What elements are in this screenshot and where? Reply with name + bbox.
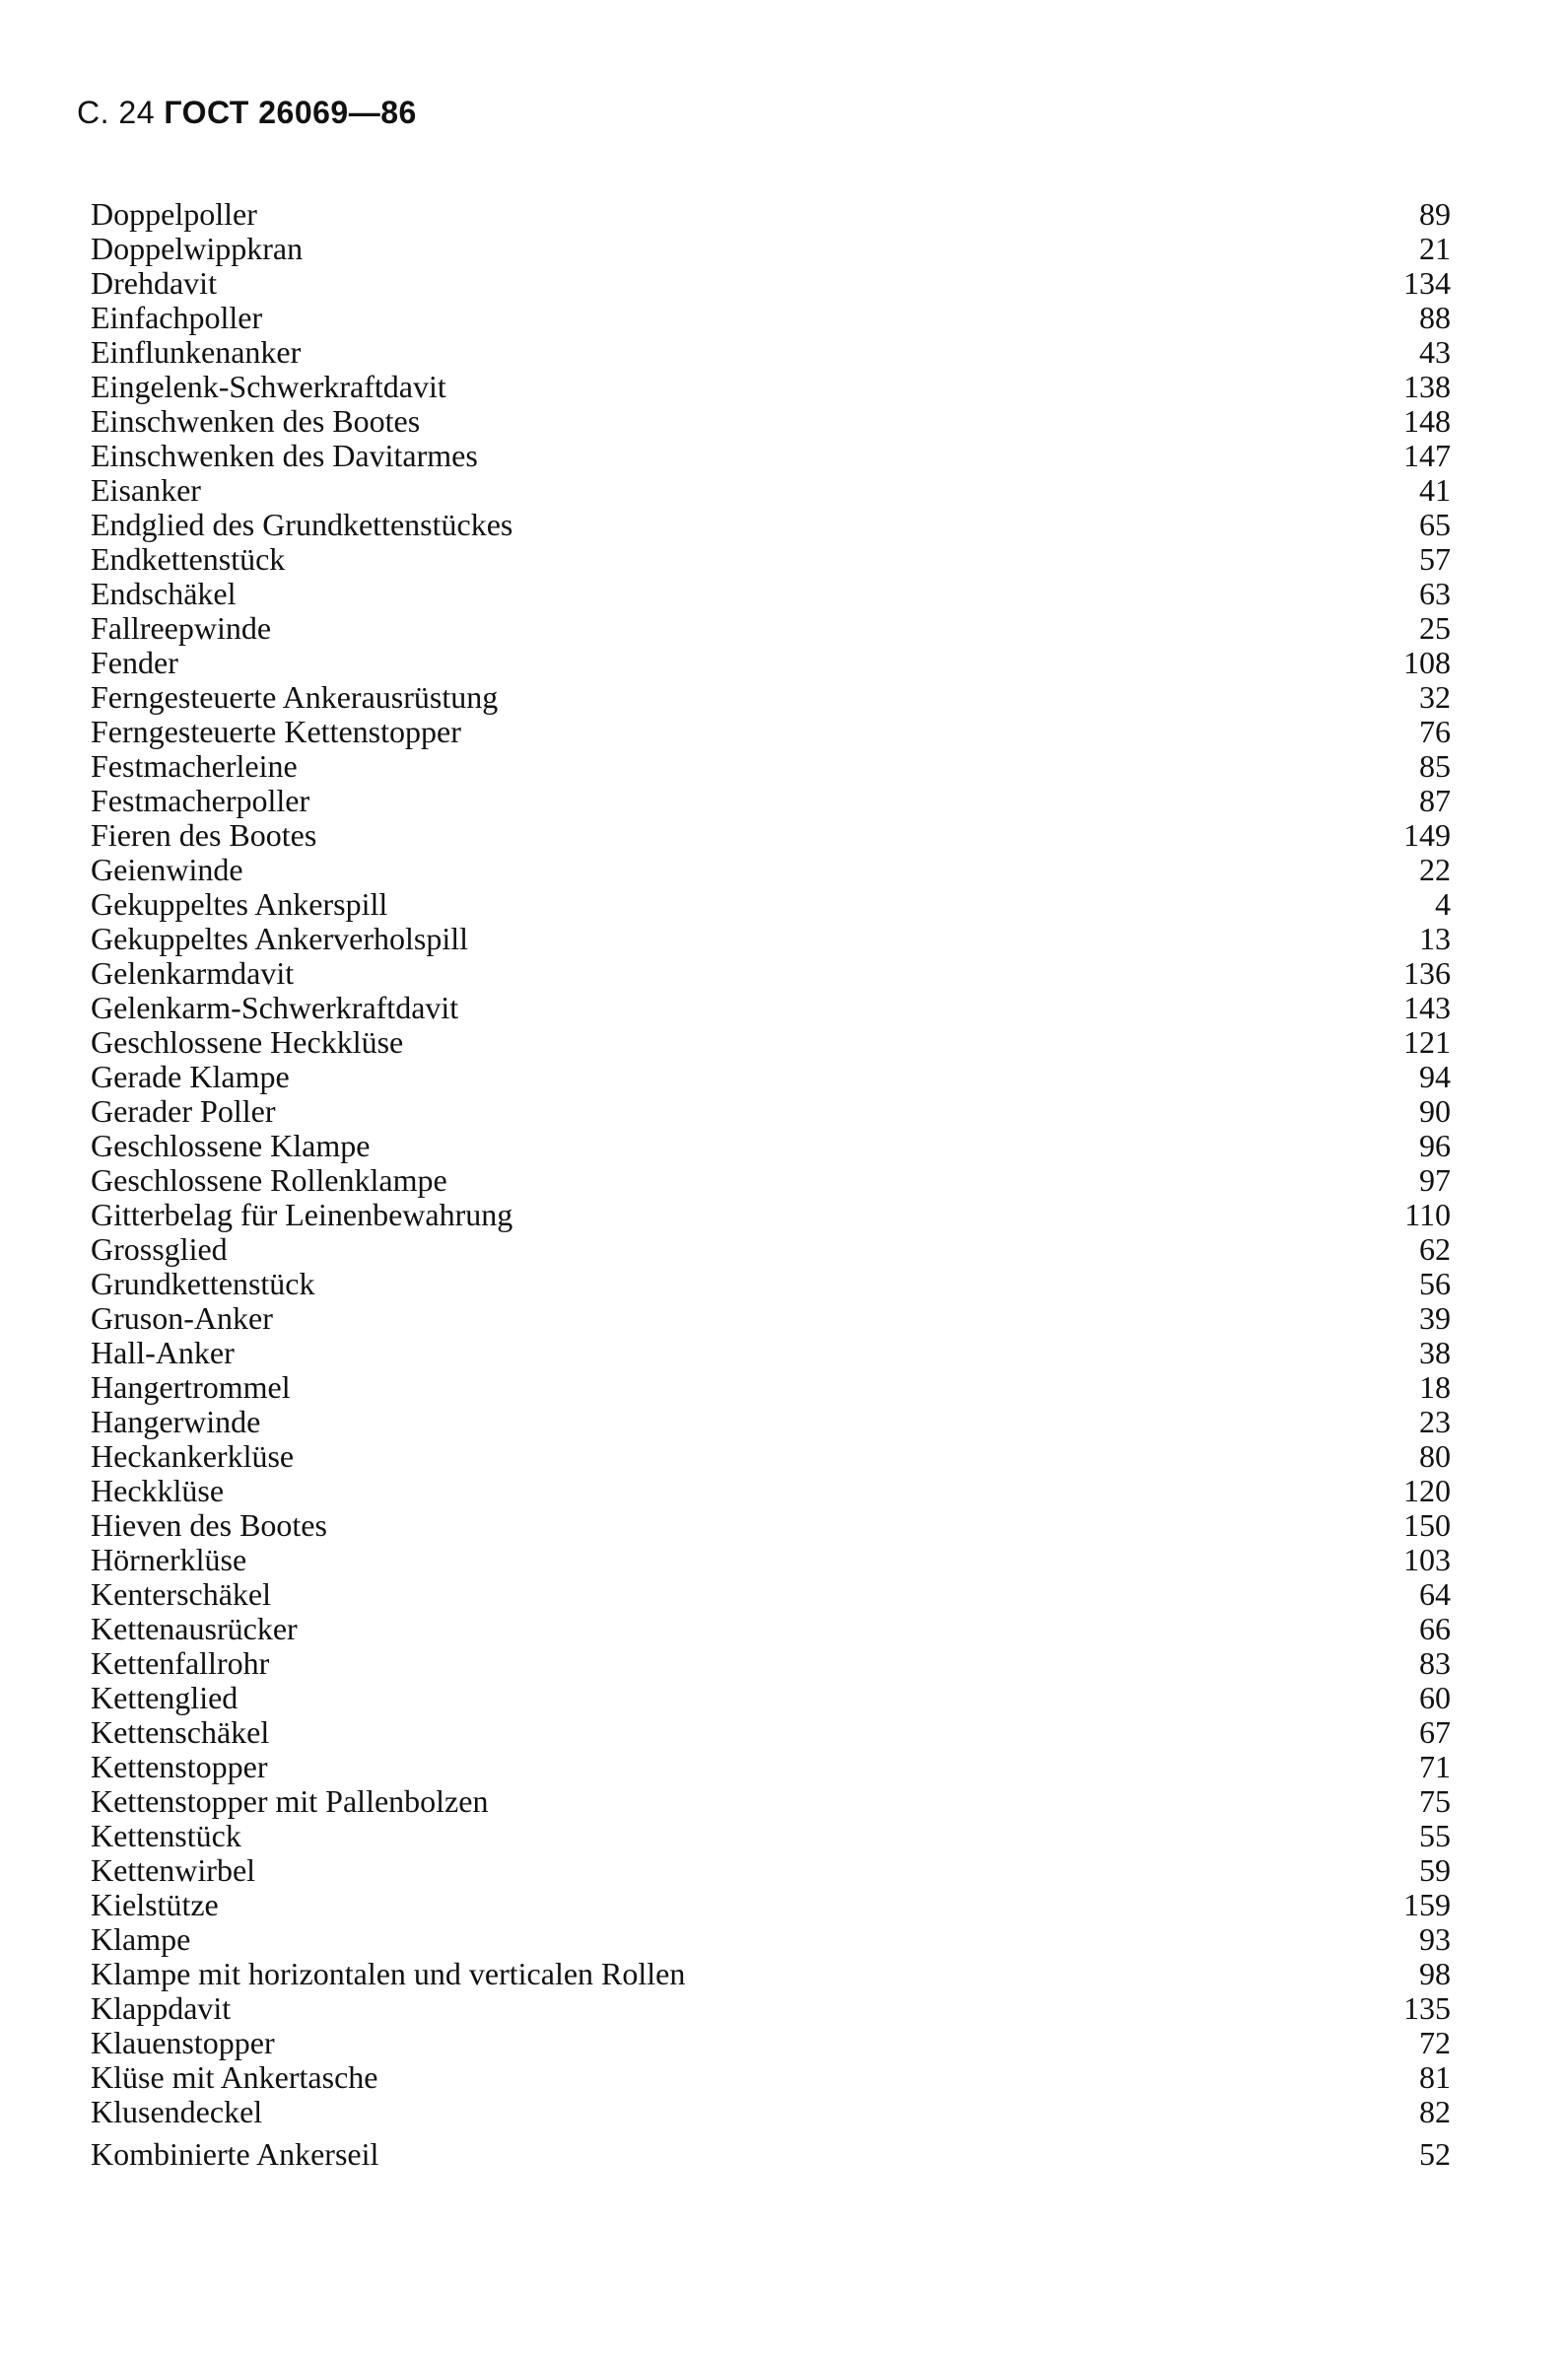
index-reference-number: 65 <box>1419 507 1451 542</box>
index-reference-number: 120 <box>1403 1473 1451 1508</box>
index-term: Kettenstück <box>91 1818 241 1853</box>
index-reference-number: 18 <box>1419 1369 1451 1405</box>
index-entry <box>91 2095 1451 2129</box>
index-term: Hangerwinde <box>91 1404 261 1439</box>
index-term: Fieren des Bootes <box>91 817 317 853</box>
index-term: Gruson-Anker <box>91 1300 273 1336</box>
standard-designation: ГОСТ 26069—86 <box>164 95 417 130</box>
index-entry <box>91 1543 1451 1577</box>
index-term: Endschäkel <box>91 576 237 611</box>
index-term: Heckankerklüse <box>91 1438 295 1474</box>
index-reference-number: 32 <box>1419 679 1451 715</box>
index-term: Ferngesteuerte Ankerausrüstung <box>91 679 499 715</box>
index-entry <box>91 335 1451 370</box>
index-term: Festmacherpoller <box>91 783 310 818</box>
index-reference-number: 121 <box>1403 1024 1451 1060</box>
index-entry <box>91 266 1451 301</box>
index-term: Kettenfallrohr <box>91 1645 270 1681</box>
index-entry <box>91 1129 1451 1163</box>
index-reference-number: 66 <box>1419 1611 1451 1646</box>
index-entry <box>91 611 1451 646</box>
index-entry <box>91 1819 1451 1853</box>
index-entry <box>91 473 1451 508</box>
index-entry <box>91 1267 1451 1301</box>
index-term: Kettenstopper mit Pallenbolzen <box>91 1783 489 1819</box>
index-reference-number: 97 <box>1419 1162 1451 1198</box>
index-entry <box>91 439 1451 473</box>
index-reference-number: 88 <box>1419 300 1451 335</box>
index-reference-number: 62 <box>1419 1231 1451 1267</box>
index-term: Endglied des Grundkettenstückes <box>91 507 513 542</box>
index-term: Klampe <box>91 1921 191 1957</box>
index-entry <box>91 1646 1451 1681</box>
index-term: Hall-Anker <box>91 1335 235 1370</box>
index-entry <box>91 197 1451 232</box>
index-reference-number: 76 <box>1419 714 1451 749</box>
index-entry <box>91 818 1451 853</box>
index-term: Kettenglied <box>91 1680 239 1715</box>
index-reference-number: 13 <box>1419 921 1451 956</box>
index-entry <box>91 1336 1451 1370</box>
page-header <box>77 95 417 131</box>
index-reference-number: 63 <box>1419 576 1451 611</box>
index-term: Kenterschäkel <box>91 1576 272 1612</box>
index-reference-number: 85 <box>1419 748 1451 784</box>
index-reference-number: 159 <box>1403 1887 1451 1922</box>
index-term: Kettenausrücker <box>91 1611 298 1646</box>
index-term: Kettenstopper <box>91 1749 268 1784</box>
index-entry <box>91 956 1451 991</box>
index-reference-number: 23 <box>1419 1404 1451 1439</box>
index-reference-number: 71 <box>1419 1749 1451 1784</box>
index-term: Klauenstopper <box>91 2025 275 2060</box>
index-reference-number: 89 <box>1419 196 1451 232</box>
index-entry <box>91 1232 1451 1267</box>
index-entry <box>91 646 1451 680</box>
index-reference-number: 80 <box>1419 1438 1451 1474</box>
index-reference-number: 21 <box>1419 231 1451 266</box>
index-term: Gerade Klampe <box>91 1059 290 1094</box>
index-term: Eisanker <box>91 472 201 508</box>
index-entry <box>91 508 1451 542</box>
index-reference-number: 82 <box>1419 2094 1451 2129</box>
index-reference-number: 134 <box>1403 265 1451 301</box>
index-term: Heckklüse <box>91 1473 225 1508</box>
index-term: Gekuppeltes Ankerspill <box>91 886 388 922</box>
index-reference-number: 96 <box>1419 1128 1451 1163</box>
index-term: Geschlossene Klampe <box>91 1128 371 1163</box>
index-term: Doppelpoller <box>91 196 257 232</box>
index-entry <box>91 1681 1451 1715</box>
index-term: Klusendeckel <box>91 2094 263 2129</box>
index-term: Gekuppeltes Ankerverholspill <box>91 921 469 956</box>
index-entry <box>91 2026 1451 2060</box>
index-reference-number: 90 <box>1419 1093 1451 1129</box>
index-term: Einfachpoller <box>91 300 263 335</box>
index-entry <box>91 1301 1451 1336</box>
index-entry <box>91 1474 1451 1508</box>
index-reference-number: 110 <box>1404 1197 1451 1232</box>
index-term: Einschwenken des Davitarmes <box>91 438 478 473</box>
index-entry <box>91 715 1451 749</box>
index-entry <box>91 301 1451 335</box>
index-reference-number: 39 <box>1419 1300 1451 1336</box>
index-reference-number: 64 <box>1419 1576 1451 1612</box>
index-entry <box>91 1991 1451 2026</box>
index-term: Klüse mit Ankertasche <box>91 2059 378 2095</box>
index-entry <box>91 1612 1451 1646</box>
index-entry <box>91 784 1451 818</box>
index-entry <box>91 853 1451 887</box>
index-reference-number: 98 <box>1419 1956 1451 1991</box>
index-reference-number: 150 <box>1403 1507 1451 1543</box>
index-entry <box>91 1198 1451 1232</box>
index-reference-number: 43 <box>1419 334 1451 370</box>
index-reference-number: 72 <box>1419 2025 1451 2060</box>
index-entry <box>91 922 1451 956</box>
index-entry <box>91 1922 1451 1957</box>
index-term: Festmacherleine <box>91 748 298 784</box>
index-entry <box>91 991 1451 1025</box>
index-entry <box>91 1060 1451 1094</box>
index-entry <box>91 1784 1451 1819</box>
index-reference-number: 75 <box>1419 1783 1451 1819</box>
index-reference-number: 148 <box>1403 403 1451 439</box>
index-reference-number: 93 <box>1419 1921 1451 1957</box>
index-entry <box>91 577 1451 611</box>
index-entry <box>91 1888 1451 1922</box>
index-entry <box>91 232 1451 266</box>
index-term: Klappdavit <box>91 1990 232 2026</box>
index-term: Fender <box>91 645 178 680</box>
index-term: Gelenkarm-Schwerkraftdavit <box>91 990 459 1025</box>
index-reference-number: 136 <box>1403 955 1451 991</box>
index-entry <box>91 1508 1451 1543</box>
index-reference-number: 52 <box>1419 2136 1451 2172</box>
index-reference-number: 59 <box>1419 1852 1451 1888</box>
index-entry <box>91 1163 1451 1198</box>
index-entry <box>91 1750 1451 1784</box>
index-entry <box>91 1439 1451 1474</box>
index-term: Gelenkarmdavit <box>91 955 295 991</box>
index-reference-number: 138 <box>1403 369 1451 404</box>
index-term: Gerader Poller <box>91 1093 276 1129</box>
index-entry <box>91 2060 1451 2095</box>
index-term: Geschlossene Heckklüse <box>91 1024 404 1060</box>
index-reference-number: 67 <box>1419 1714 1451 1750</box>
index-term: Gitterbelag für Leinenbewahrung <box>91 1197 513 1232</box>
index-reference-number: 135 <box>1403 1990 1451 2026</box>
index-term: Doppelwippkran <box>91 231 304 266</box>
index-term: Hieven des Bootes <box>91 1507 327 1543</box>
index-term: Grossglied <box>91 1231 228 1267</box>
index-reference-number: 55 <box>1419 1818 1451 1853</box>
index-entry <box>91 1957 1451 1991</box>
index-reference-number: 4 <box>1435 886 1451 922</box>
term-index-list <box>91 197 1451 2172</box>
index-reference-number: 108 <box>1403 645 1451 680</box>
index-term: Kielstütze <box>91 1887 219 1922</box>
index-reference-number: 60 <box>1419 1680 1451 1715</box>
index-term: Kombinierte Ankerseil <box>91 2136 379 2172</box>
index-reference-number: 83 <box>1419 1645 1451 1681</box>
index-reference-number: 22 <box>1419 852 1451 887</box>
index-term: Endkettenstück <box>91 541 286 577</box>
index-entry <box>91 1025 1451 1060</box>
index-reference-number: 57 <box>1419 541 1451 577</box>
index-term: Fallreepwinde <box>91 610 272 646</box>
index-entry <box>91 542 1451 577</box>
index-reference-number: 87 <box>1419 783 1451 818</box>
index-reference-number: 149 <box>1403 817 1451 853</box>
index-reference-number: 147 <box>1403 438 1451 473</box>
index-term: Geienwinde <box>91 852 243 887</box>
index-term: Kettenschäkel <box>91 1714 270 1750</box>
index-reference-number: 103 <box>1403 1542 1451 1577</box>
index-term: Drehdavit <box>91 265 217 301</box>
index-entry <box>91 404 1451 439</box>
index-term: Einflunkenanker <box>91 334 302 370</box>
index-term: Geschlossene Rollenklampe <box>91 1162 447 1198</box>
index-term: Klampe mit horizontalen und verticalen Rollen <box>91 1956 686 1991</box>
index-term: Hörnerklüse <box>91 1542 247 1577</box>
index-term: Grundkettenstück <box>91 1266 315 1301</box>
index-term: Einschwenken des Bootes <box>91 403 421 439</box>
index-term: Ferngesteuerte Kettenstopper <box>91 714 461 749</box>
page-number: С. 24 <box>77 95 155 130</box>
index-entry <box>91 680 1451 715</box>
index-entry <box>91 370 1451 404</box>
index-entry <box>91 1853 1451 1888</box>
index-entry <box>91 1577 1451 1612</box>
index-entry <box>91 1094 1451 1129</box>
index-entry <box>91 1370 1451 1405</box>
index-term: Hangertrommel <box>91 1369 291 1405</box>
index-reference-number: 81 <box>1419 2059 1451 2095</box>
index-term: Eingelenk-Schwerkraftdavit <box>91 369 446 404</box>
index-entry <box>91 1715 1451 1750</box>
index-entry <box>91 749 1451 784</box>
index-entry <box>91 887 1451 922</box>
index-reference-number: 94 <box>1419 1059 1451 1094</box>
index-reference-number: 143 <box>1403 990 1451 1025</box>
index-term: Kettenwirbel <box>91 1852 256 1888</box>
index-entry <box>91 2137 1451 2172</box>
index-reference-number: 56 <box>1419 1266 1451 1301</box>
index-reference-number: 41 <box>1419 472 1451 508</box>
index-entry <box>91 1405 1451 1439</box>
index-reference-number: 38 <box>1419 1335 1451 1370</box>
index-reference-number: 25 <box>1419 610 1451 646</box>
